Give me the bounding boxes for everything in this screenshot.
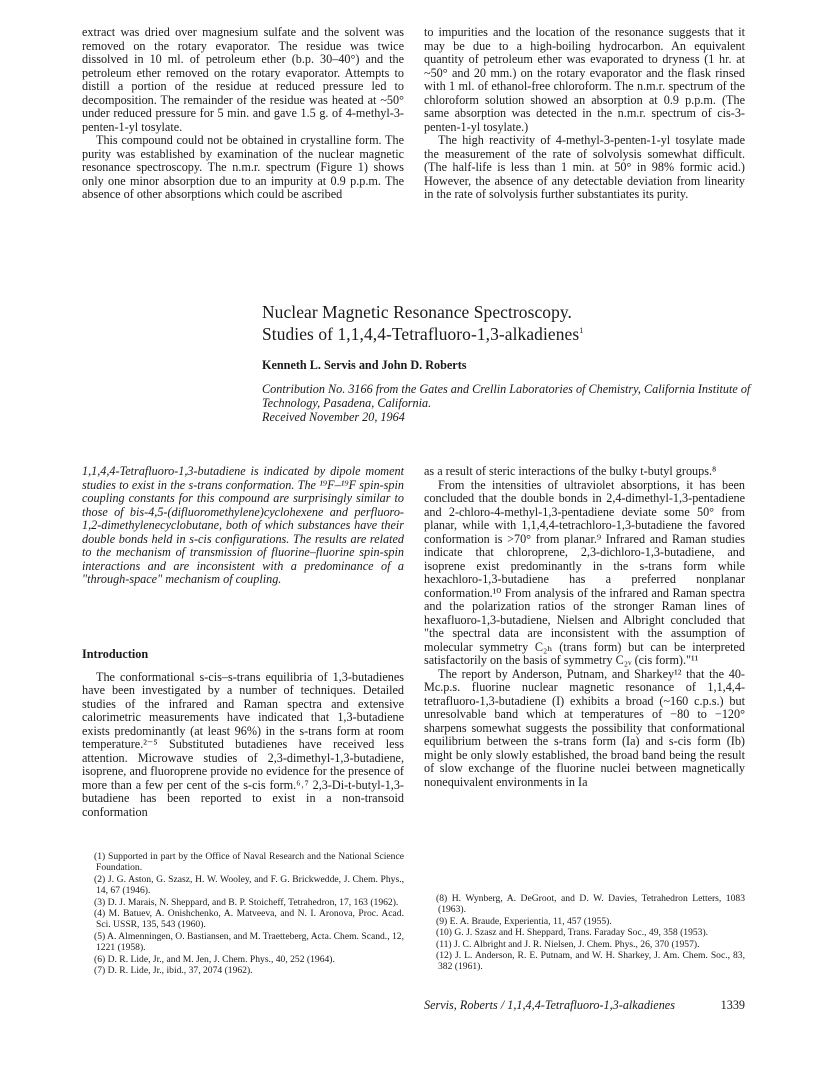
footnote: (12) J. L. Anderson, R. E. Putnam, and W. H. Sharkey, J. Am. Chem. Soc., 83, 382 (1961). bbox=[436, 950, 745, 973]
introduction-section bbox=[82, 648, 404, 819]
right-main-column bbox=[424, 465, 745, 789]
abstract bbox=[82, 465, 404, 587]
footnote: (8) H. Wynberg, A. DeGroot, and D. W. Davies, Tetrahedron Letters, 1083 (1963). bbox=[436, 893, 745, 916]
title-text: Studies of 1,1,4,4-Tetrafluoro-1,3-alkadienes bbox=[262, 323, 580, 344]
footnote: (2) J. G. Aston, G. Szasz, H. W. Wooley, and F. G. Brickwedde, J. Chem. Phys., 14, 67 (1946). bbox=[94, 873, 404, 897]
footnote: (11) J. C. Albright and J. R. Nielsen, J. Chem. Phys., 26, 370 (1957). bbox=[436, 938, 700, 950]
body-paragraph: The conformational s-cis–s-trans equilibria of 1,3-butadienes have been investigated by a number of techniques. Detailed studies of the infrared and Raman spectra and extensive calorimetric measurements have indicated that 1,3-butadiene exists predominantly (at least 96%) in the s-trans form at room temperature.²⁻⁵ Substituted butadienes have received less attention. Microwave studies of 2,3-dimethyl-1,3-butadiene, isoprene, and fluoroprene provide no evidence for the presence of more than a few per cent of the s-cis form.⁶˒⁷ 2,3-Di-t-butyl-1,3-butadiene has been reported to exist in a non-transoid conformation bbox=[82, 669, 404, 819]
footnote: (4) M. Batuev, A. Onishchenko, A. Matveeva, and N. I. Aronova, Proc. Acad. Sci. USSR, 135, 543 (1960). bbox=[94, 908, 404, 931]
top-left-column bbox=[82, 26, 404, 202]
contribution-note: Contribution No. 3166 from the Gates and Crellin Laboratories of Chemistry, California Institute of Technology, Pasadena, California. bbox=[262, 382, 751, 410]
title-footnote-marker: 1 bbox=[579, 325, 584, 335]
footnote: (6) D. R. Lide, Jr., and M. Jen, J. Chem. Phys., 40, 252 (1964). bbox=[94, 953, 335, 965]
body-paragraph: to impurities and the location of the resonance suggests that it may be due to a high-boiling hydrocarbon. An equivalent quantity of petroleum ether was evaporated to dryness (1 hr. at ~50° and 20 mm.) on the rotary evaporator and the flask rinsed with 1 ml. of ethanol-free chloroform. The n.m.r. spectrum of the chloroform solution showed an absorption at 0.9 p.p.m. (The same absorption was detected in the n.m.r. spectrum of cis-3-penten-1-yl tosylate.) bbox=[424, 25, 745, 134]
page-number: 1339 bbox=[720, 998, 745, 1012]
body-paragraph: extract was dried over magnesium sulfate and the solvent was removed on the rotary evaporator. The residue was twice dissolved in 10 ml. of petroleum ether (b.p. 30–40°) and the petroleum ether removed on the rotary evaporator. Attempts to distill a portion of the residue at reduced pressure led to decomposition. The remainder of the residue was heated at ~50° under reduced pressure for 5 min. and gave 1.5 g. of 4-methyl-3-penten-1-yl tosylate. bbox=[82, 25, 404, 134]
authors: Kenneth L. Servis and John D. Roberts bbox=[262, 358, 467, 372]
footnote: (5) A. Almenningen, O. Bastiansen, and M. Traetteberg, Acta. Chem. Scand., 12, 1221 (1958). bbox=[94, 930, 404, 954]
running-head: Servis, Roberts / 1,1,4,4-Tetrafluoro-1,3-alkadienes bbox=[424, 998, 675, 1012]
footnotes-right bbox=[424, 893, 745, 973]
body-paragraph: The high reactivity of 4-methyl-3-penten-1-yl tosylate made the measurement of the rate of solvolysis somewhat difficult. (The half-life is less than 1 min. at 50° in 98% formic acid.) However, the absence of any detectable deviation from linearity in the rate of solvolysis further substantiates its purity. bbox=[424, 133, 745, 201]
body-paragraph: as a result of steric interactions of the bulky t-butyl groups.⁸ bbox=[424, 464, 717, 478]
footnote: (9) E. A. Braude, Experientia, 11, 457 (1955). bbox=[436, 915, 612, 927]
footnote: (3) D. J. Marais, N. Sheppard, and B. P. Stoicheff, Tetrahedron, 17, 163 (1962). bbox=[94, 896, 399, 908]
footnote: (10) G. J. Szasz and H. Sheppard, Trans. Faraday Soc., 49, 358 (1953). bbox=[436, 927, 709, 939]
section-heading: Introduction bbox=[82, 647, 149, 661]
body-paragraph: The report by Anderson, Putnam, and Sharkey¹² that the 40-Mc.p.s. fluorine nuclear magnetic resonance of 1,1,4,4-tetrafluoro-1,3-butadiene (I) exhibits a broad (~160 c.p.s.) but unresolvable band which at temperatures of −80 to −120° sharpens somewhat suggests the possibility that conformational equilibrium between the s-trans form (Ia) and s-cis form (Ib) might be only slowly established, the broad band being the result of slow exchange of the fluorine nuclei between magnetically nonequivalent environments in Ia bbox=[424, 666, 745, 789]
page-footer bbox=[424, 998, 745, 1013]
top-right-column bbox=[424, 26, 745, 202]
article-header bbox=[262, 302, 752, 424]
abstract-text: 1,1,4,4-Tetrafluoro-1,3-butadiene is indicated by dipole moment studies to exist in the s-trans conformation. The ¹⁹F–¹⁹F spin-spin coupling constants for this compound are surprisingly similar to those of bis-4,5-(difluoromethylene)cyclohexene and perfluoro-1,2-dimethylenecyclobutane, both of which substances have their double bonds held in s-cis configurations. The results are related to the mechanism of transmission of fluorine–fluorine spin-spin interactions and are inconsistent with a predominance of a "through-space" mechanism of coupling. bbox=[82, 464, 404, 586]
article-title-line-2 bbox=[262, 324, 752, 346]
affiliation bbox=[262, 382, 752, 424]
received-date: Received November 20, 1964 bbox=[262, 410, 405, 424]
body-paragraph: From the intensities of ultraviolet absorptions, it has been concluded that the double bonds in 2,4-dimethyl-1,3-pentadiene and 2-chloro-4-methyl-1,3-pentadiene deviate some 50° from planar, while with 1,1,4,4-tetrachloro-1,3-butadiene the favored conformation is >70° from planar.⁹ Infrared and Raman studies indicate that chloroprene, 2,3-dichloro-1,3-butadiene, and isoprene exist predominantly in the s-trans form while hexachloro-1,3-butadiene has a preferred nonplanar conformation.¹⁰ From analysis of the infrared and Raman spectra and the polarization ratios of the stronger Raman lines of hexafluoro-1,3-butadiene, Nielsen and Albright concluded that "the spectral data are inconsistent with the assumption of molecular symmetry C₂ₕ (trans form) but can be interpreted satisfactorily on the basis of symmetry C₂ᵥ (cis form)."¹¹ bbox=[424, 477, 745, 667]
body-paragraph: This compound could not be obtained in crystalline form. The purity was established by examination of the nuclear magnetic resonance spectroscopy. The n.m.r. spectrum (Figure 1) shows only one minor absorption due to an impurity at 0.9 p.p.m. The absence of other absorptions which could be ascribed bbox=[82, 133, 404, 201]
footnotes-left bbox=[82, 851, 404, 976]
footnote: (7) D. R. Lide, Jr., ibid., 37, 2074 (1962). bbox=[94, 965, 253, 977]
footnote: (1) Supported in part by the Office of Naval Research and the National Science Foundation. bbox=[94, 851, 404, 874]
article-title-line-1: Nuclear Magnetic Resonance Spectroscopy. bbox=[262, 302, 572, 322]
